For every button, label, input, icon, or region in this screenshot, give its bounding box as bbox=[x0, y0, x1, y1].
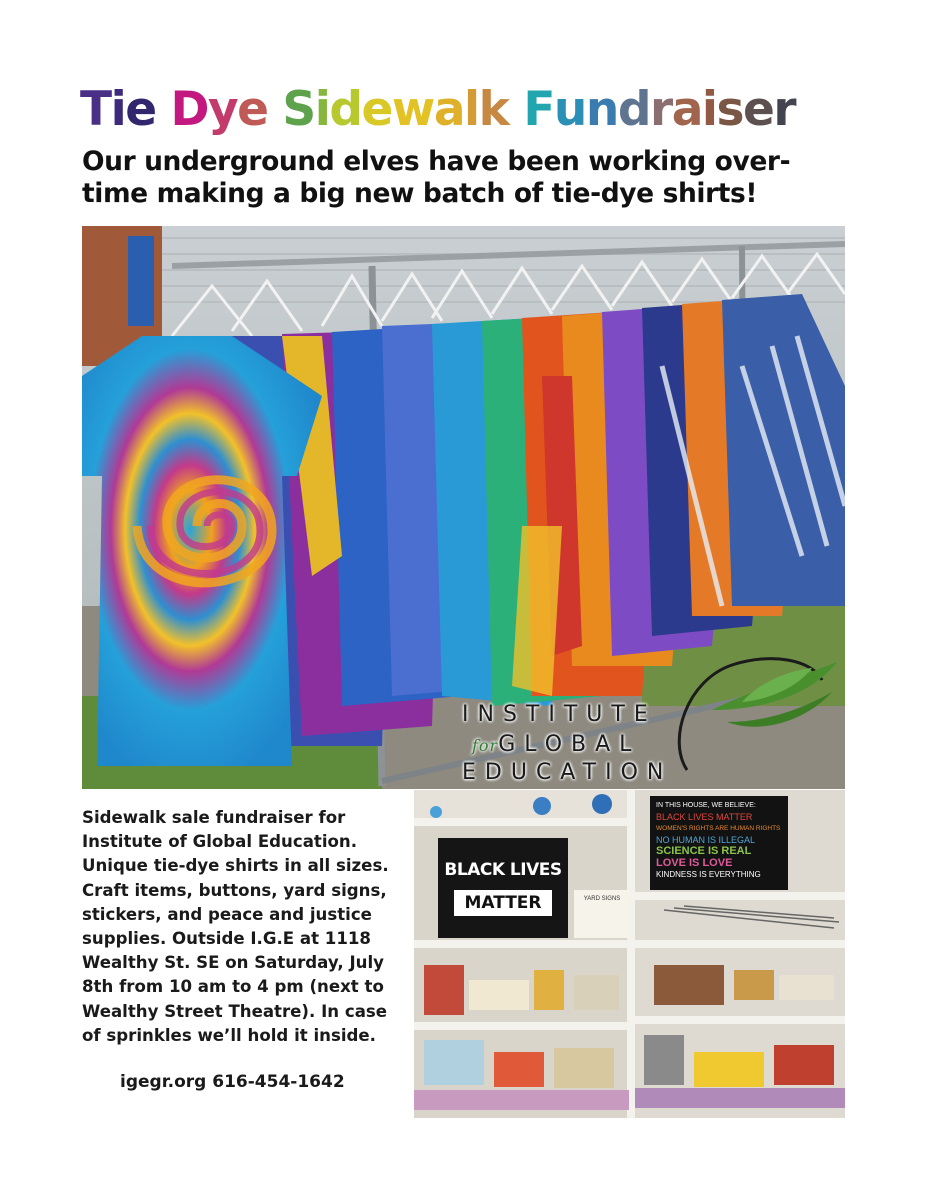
house-sign-line: NO HUMAN IS ILLEGAL bbox=[656, 834, 756, 845]
ige-logo bbox=[462, 640, 852, 790]
title-letter: l bbox=[464, 82, 479, 137]
title-letter: s bbox=[716, 82, 744, 137]
title-letter: a bbox=[433, 82, 465, 137]
house-sign-line: KINDNESS IS EVERYTHING bbox=[656, 870, 761, 879]
title-letter: e bbox=[361, 82, 392, 137]
house-sign-line: IN THIS HOUSE, WE BELIEVE: bbox=[656, 802, 756, 809]
house-sign-line: SCIENCE IS REAL bbox=[656, 846, 752, 857]
title-letter: e bbox=[237, 82, 268, 137]
black-lives-matter-sign bbox=[438, 838, 568, 938]
title-letter: F bbox=[523, 82, 554, 137]
title-space bbox=[508, 80, 523, 140]
blm-sign-line2: MATTER bbox=[454, 890, 551, 916]
logo-line-global bbox=[472, 732, 640, 757]
house-sign-line: WOMEN'S RIGHTS ARE HUMAN RIGHTS bbox=[656, 825, 781, 832]
yard-signs-card: YARD SIGNS bbox=[574, 890, 630, 938]
title-word bbox=[170, 80, 267, 140]
title-letter: T bbox=[80, 82, 111, 137]
title-letter: r bbox=[773, 82, 796, 137]
title-letter: i bbox=[701, 82, 717, 137]
house-sign-line: LOVE IS LOVE bbox=[656, 857, 733, 869]
blm-sign-line1: BLACK LIVES bbox=[444, 860, 562, 880]
title-letter: w bbox=[391, 82, 434, 137]
title-space bbox=[156, 80, 171, 140]
house-sign-line: BLACK LIVES MATTER bbox=[656, 811, 753, 822]
title-letter: a bbox=[671, 82, 702, 137]
title-letter: d bbox=[617, 82, 651, 137]
event-description: Sidewalk sale fundraiser for Institute of Global Education. Unique tie-dye shirts in all sizes. Craft items, buttons, yard signs, stickers, and peace and justice supplies. Outside I.G.E at 1118 Wealthy St. SE on Saturday, July 8th from 10 am to 4 pm (next to Wealthy Street Theatre). In case of sprinkles we’ll hold it inside. bbox=[82, 808, 389, 1045]
title-space bbox=[268, 80, 283, 140]
title-letter: S bbox=[282, 82, 315, 137]
subtitle: Our underground elves have been working over-time making a big new batch of tie-dye shirts! bbox=[82, 146, 791, 209]
title-word bbox=[80, 80, 156, 140]
shelf-photo bbox=[414, 790, 845, 1118]
logo-for: for bbox=[472, 736, 499, 755]
title-word bbox=[523, 80, 795, 140]
in-this-house-sign bbox=[650, 796, 788, 890]
title-word bbox=[282, 80, 508, 140]
title-letter: i bbox=[314, 82, 330, 137]
logo-global-word: GLOBAL bbox=[498, 732, 641, 757]
title-letter: e bbox=[125, 82, 156, 137]
title-letter: e bbox=[743, 82, 774, 137]
logo-line-education: EDUCATION bbox=[462, 760, 673, 785]
title-letter: d bbox=[329, 82, 362, 137]
title-letter: n bbox=[585, 82, 618, 137]
title-letter: D bbox=[170, 82, 208, 137]
title-letter: i bbox=[110, 82, 126, 137]
title-letter: k bbox=[478, 82, 509, 137]
title-letter: r bbox=[650, 82, 672, 137]
contact-info: igegr.org 616-454-1642 bbox=[120, 1072, 345, 1092]
title-letter: y bbox=[207, 82, 238, 137]
title-letter: u bbox=[553, 82, 586, 137]
title bbox=[80, 80, 860, 140]
logo-line-institute: INSTITUTE bbox=[462, 702, 657, 727]
